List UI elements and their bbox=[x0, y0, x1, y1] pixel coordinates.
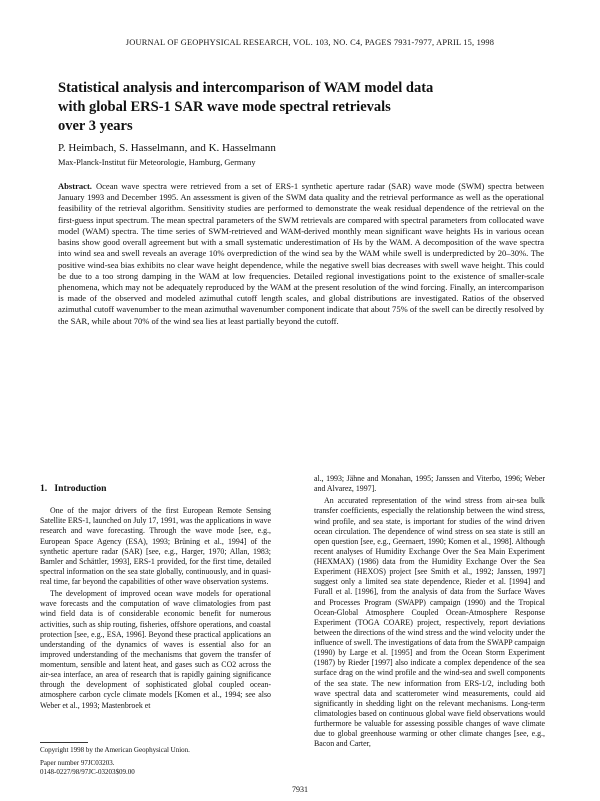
issn-code: 0148-0227/98/97JC-03203$09.00 bbox=[40, 768, 135, 776]
copyright-line: Copyright 1998 by the American Geophysical Union. bbox=[40, 746, 190, 754]
author-list: P. Heimbach, S. Hasselmann, and K. Hasselmann bbox=[58, 142, 276, 154]
title-line: with global ERS-1 SAR wave mode spectral retrievals bbox=[58, 99, 391, 115]
copyright-footnote bbox=[40, 742, 271, 778]
body-paragraph: The development of improved ocean wave models for operational wave forecasts and the computation of wave climatologies from past wind field data is of considerable economic benefit for numerous activities, such as ship routing, fisheries, offshore operations, and coastal protection [see, e.g., ESA, 1996]. Beyond these practical applications an understanding of the dynamics of waves is essential also for an improved understanding of the mechanisms that govern the transfer of momentum, sensible and latent heat, and gases such as CO2 across the air-sea interface, an area of research that is rapidly gaining significance through the development of sophisticated global coupled ocean-atmosphere carbon cycle climate models [Komen et al., 1994; see also Weber et al., 1993; Mastenbroek et bbox=[40, 589, 271, 710]
body-paragraph: An accurated representation of the wind stress from air-sea bulk transfer coefficients, especially the relationship between the wind stress, wind profile, and sea state, is important for studies of the wind driven ocean circulation. The dependence of wind stress on sea state is still an open question [see, e.g., Geernaert, 1990; Komen et al., 1998]. Although recent analyses of Humidity Exchange Over the Sea Main Experiment (HEXMAX) (1986) data from the Humidity Exchange Over the Sea Experiment (HEXOS) project [see Smith et al., 1992; Janssen, 1997] suggest only a limited sea state dependence, Rieder et al. [1994] and Furall et al. [1996], from the analysis of data from the Surface Waves and Processes Program (SWAPP) campaign (1990) and the Tropical Ocean-Global Atmosphere Coupled Ocean-Atmosphere Response Experiment (TOGA COARE) project, respectively, report deviations between the directions of the wind stress and the wind velocity under the influence of swell. The investigations of data from the SWAPP campaign (1990) by Large et al. [1995] and from the Ocean Storm Experiment (1987) by Rieder [1997] also indicate a complex dependence of the sea surface drag on the wind profile and the wind-sea and swell components of the sea state. The new information from ERS-1/2, including both wave spectral data and scatterometer wind measurements, could aid significantly in shedding light on the relevant mechanisms. Long-term climatologies based on continuous global wave field observations would furthermore be valuable for assessing possible changes of wave climate due to global greenhouse warming or other climate changes [see, e.g., Bacon and Carter, bbox=[314, 496, 545, 749]
section-number: 1. bbox=[40, 483, 48, 494]
section-title: Introduction bbox=[54, 483, 107, 494]
left-column bbox=[40, 478, 271, 713]
abstract-text: Ocean wave spectra were retrieved from a set of ERS-1 synthetic aperture radar (SAR) wave mode (SWM) spectra between January 1993 and December 1995. An assessment is given of the SWM data quality and the retrieval performance as well as the operational feasibility of the retrieval algorithm. Sensitivity studies are performed to demonstrate the weak residual dependence of the retrieval on the first-guess input spectrum. The mean spectral parameters of the SWM retrievals are compared with spectral parameters from collocated wave model (WAM) spectra. The time series of SWM-retrieved and WAM-derived monthly mean significant wave heights Hs in various ocean basins show good overall agreement but with a small systematic underestimation of Hs by the WAM. A decomposition of the wave spectra into wind sea and swell reveals an average 10% overprediction of the wind sea by the WAM while swell is underpredicted by 20–30%. The positive wind-sea bias exhibits no clear wave height dependence, while the negative swell bias decreases with swell wave height. This could be due to a too strong damping in the WAM at low frequencies. Detailed regional investigations point to the existence of smaller-scale phenomena, which may not be adequately reproduced by the WAM at the present resolution of the wind forcing. Finally, an intercomparison is made of the observed and modeled azimuthal cutoff length scales, and global distributions are investigated. Ratios of the observed azimuthal cutoff wavenumber to the mean azimuthal wavenumber component indicate that about 75% of the swell can be directly resolved by the SAR, while about 70% of the wind sea lies at least partially beyond the cutoff. bbox=[58, 181, 544, 326]
title-line: Statistical analysis and intercomparison of WAM model data bbox=[58, 80, 434, 96]
article-title bbox=[58, 79, 538, 136]
body-paragraph: al., 1993; Jähne and Monahan, 1995; Janssen and Viterbo, 1996; Weber and Alvarez, 1997]. bbox=[314, 474, 545, 494]
right-column bbox=[314, 474, 545, 751]
abstract bbox=[58, 181, 544, 327]
affiliation: Max-Planck-Institut für Meteorologie, Hamburg, Germany bbox=[58, 158, 256, 167]
running-head: JOURNAL OF GEOPHYSICAL RESEARCH, VOL. 103, NO. C4, PAGES 7931-7977, APRIL 15, 1998 bbox=[125, 38, 495, 47]
body-paragraph: One of the major drivers of the first European Remote Sensing Satellite ERS-1, launched on July 17, 1991, was the applications in wave research and wave forecasting. Through the wave mode [see, e.g., European Space Agency (ESA), 1993; Brüning et al., 1994] of the synthetic aperture radar (SAR) [see, e.g., Harger, 1970; Allan, 1983; Bamler and Schättler, 1993], ERS-1 provided, for the first time, detailed spectral information on the sea state globally, continuously, and in quasi-real time, far beyond the capabilities of other wave observation systems. bbox=[40, 506, 271, 586]
section-heading bbox=[40, 484, 271, 494]
abstract-label: Abstract. bbox=[58, 181, 92, 191]
paper-number: Paper number 97JC03203. bbox=[40, 758, 115, 767]
page-number: 7931 bbox=[292, 785, 308, 794]
footnote-rule bbox=[40, 742, 88, 743]
title-line: over 3 years bbox=[58, 118, 133, 134]
